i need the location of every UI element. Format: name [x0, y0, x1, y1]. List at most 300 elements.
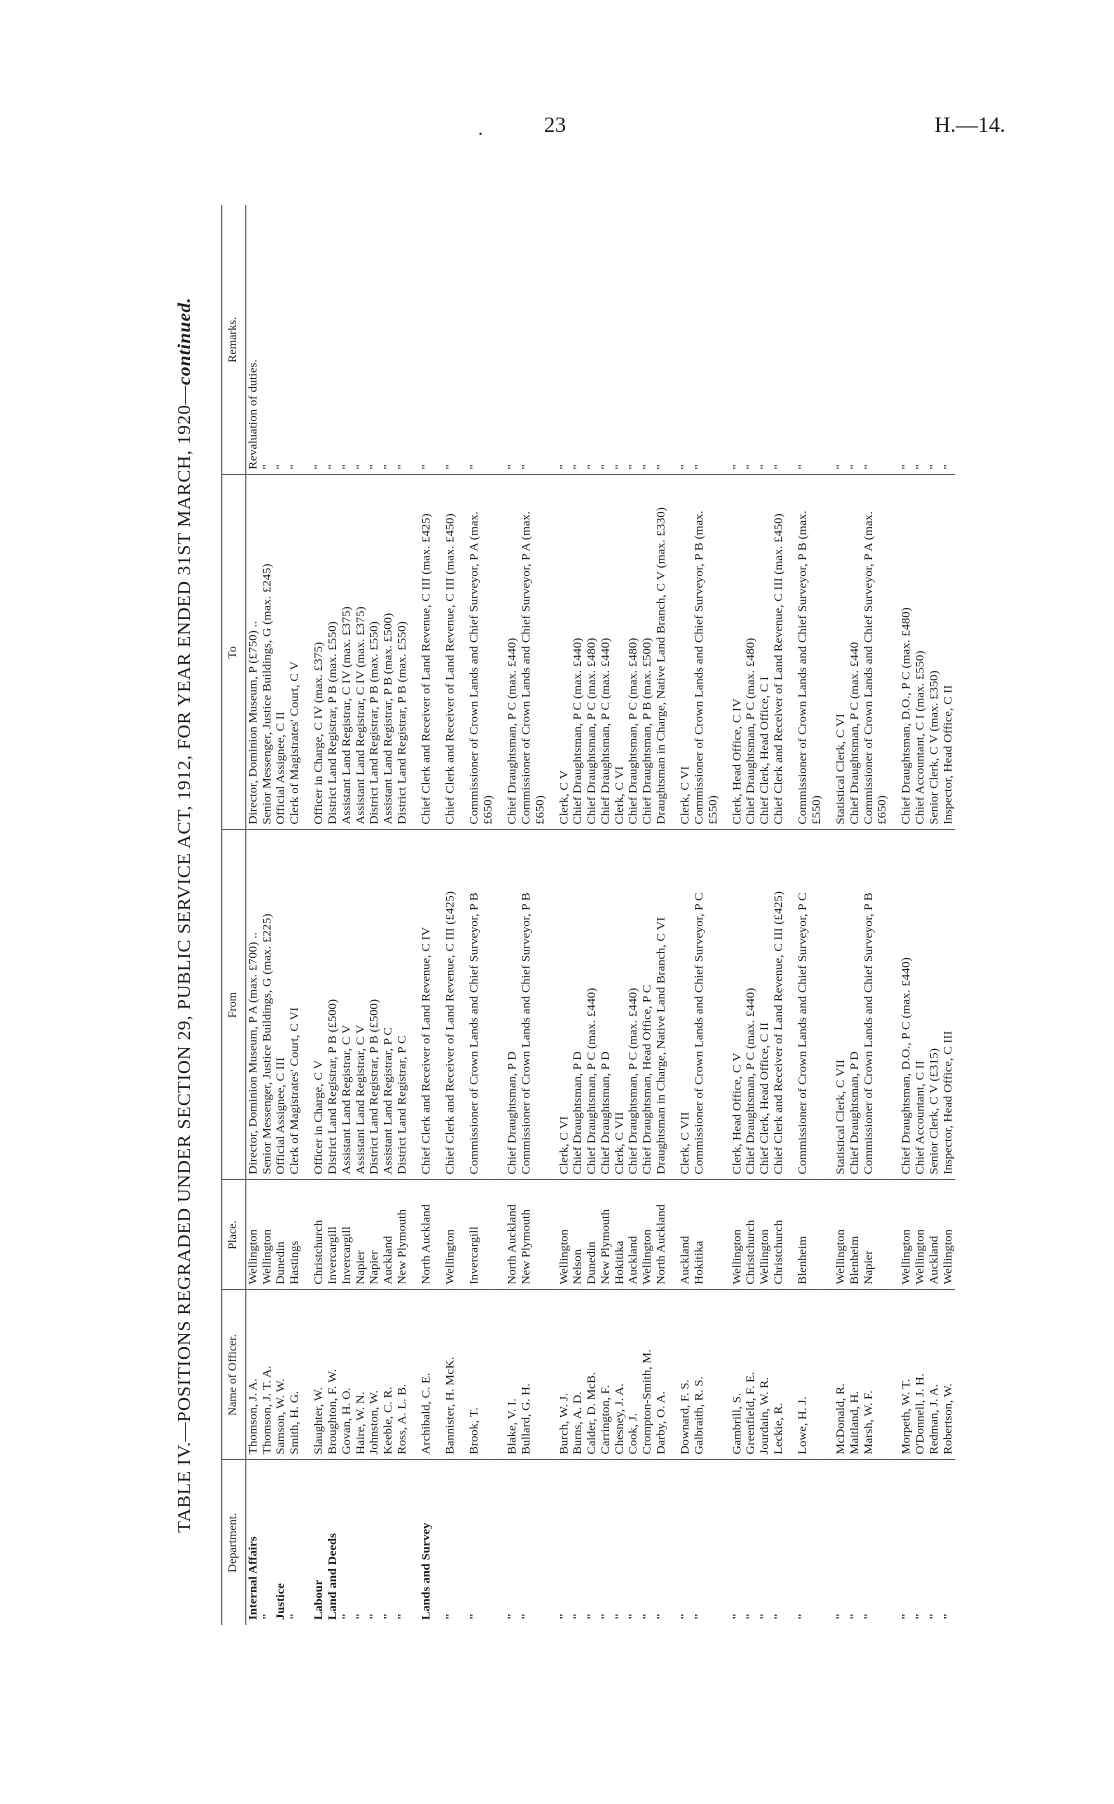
table-row	[367, 205, 381, 1625]
from-grade-cell: Clerk, C VII	[613, 830, 627, 1180]
spacer-cell	[668, 475, 678, 830]
officer-name-cell: Broughton, F. W.	[326, 1290, 340, 1460]
table-row	[246, 205, 260, 1625]
to-grade-cell: Chief Draughtsman, P C (max. £480)	[744, 475, 758, 830]
row-spacer	[495, 205, 505, 1625]
place-cell: Wellington	[900, 1180, 914, 1290]
from-grade-cell: Commissioner of Crown Lands and Chief Surveyor, P B	[467, 830, 495, 1180]
remarks-cell: "	[367, 205, 381, 475]
department-cell: "	[367, 1613, 381, 1620]
table-row	[326, 205, 340, 1625]
to-grade-cell: Chief Draughtsman, D.O., P C (max. £480)	[900, 475, 914, 830]
remarks-cell: "	[927, 205, 941, 475]
table-row	[467, 205, 495, 1625]
department-cell: "	[287, 1613, 301, 1620]
spacer-cell	[889, 830, 899, 1180]
spacer-cell	[457, 1180, 467, 1290]
from-grade-cell: Chief Clerk, Head Office, C II	[758, 830, 772, 1180]
spacer-cell	[547, 830, 557, 1180]
to-grade-cell: Clerk, C V	[557, 475, 571, 830]
from-grade-cell: Inspector, Head Office, C III	[941, 830, 955, 1180]
remarks-cell: "	[395, 205, 409, 475]
remarks-cell: "	[312, 205, 326, 475]
table-row	[274, 205, 288, 1625]
table-row	[848, 205, 862, 1625]
spacer-cell	[302, 1180, 312, 1290]
remarks-cell: "	[419, 205, 433, 475]
department-cell: "	[505, 1613, 519, 1620]
spacer-cell	[824, 475, 834, 830]
department-cell: Labour	[311, 1579, 325, 1620]
row-spacer	[433, 205, 443, 1625]
spacer-cell	[409, 1290, 419, 1460]
table-row	[862, 205, 890, 1625]
to-grade-cell: Clerk of Magistrates' Court, C V	[288, 475, 302, 830]
department-cell: "	[730, 1613, 744, 1620]
place-cell: North Auckland	[505, 1180, 519, 1290]
department-cell: "	[847, 1613, 861, 1620]
from-grade-cell: Commissioner of Crown Lands and Chief Surveyor, P C	[692, 830, 720, 1180]
from-grade-cell: Commissioner of Crown Lands and Chief Surveyor, P C	[796, 830, 824, 1180]
table-row	[941, 205, 955, 1625]
remarks-cell: "	[900, 205, 914, 475]
from-grade-cell: Chief Draughtsman, Head Office, P C	[640, 830, 654, 1180]
spacer-cell	[668, 205, 678, 475]
spacer-cell	[547, 1290, 557, 1460]
spacer-cell	[409, 205, 419, 475]
table-row	[505, 205, 519, 1625]
remarks-cell: "	[796, 205, 824, 475]
to-grade-cell: District Land Registrar, P B (max. £550)	[367, 475, 381, 830]
row-spacer	[786, 205, 796, 1625]
from-grade-cell: Director, Dominion Museum, P A (max. £700) ..	[246, 830, 260, 1180]
officer-name-cell: Morpeth, W. T.	[900, 1290, 914, 1460]
department-cell: "	[640, 1613, 654, 1620]
spacer-cell	[302, 475, 312, 830]
to-grade-cell: Chief Draughtsman, P C (max. £480)	[585, 475, 599, 830]
row-spacer	[547, 205, 557, 1625]
officer-name-cell: Bannister, H. McK.	[443, 1290, 457, 1460]
to-grade-cell: Chief Clerk, Head Office, C I	[758, 475, 772, 830]
spacer-cell	[720, 475, 730, 830]
to-grade-cell: Chief Clerk and Receiver of Land Revenue, C III (max. £450)	[772, 475, 786, 830]
row-spacer	[889, 205, 899, 1625]
officer-name-cell: Calder, D. McB.	[585, 1290, 599, 1460]
table-row	[692, 205, 720, 1625]
to-grade-cell: Chief Clerk and Receiver of Land Revenue, C III (max. £425)	[419, 475, 433, 830]
regrading-table	[221, 205, 955, 1625]
spacer-cell	[433, 475, 443, 830]
officer-name-cell: Lowe, H. J.	[796, 1290, 824, 1460]
spacer-cell	[824, 1180, 834, 1290]
remarks-cell: "	[505, 205, 519, 475]
to-grade-cell: Draughtsman in Charge, Native Land Branch, C V (max. £330)	[654, 475, 668, 830]
to-grade-cell: Commissioner of Crown Lands and Chief Surveyor, P A (max. £650)	[519, 475, 547, 830]
table-row	[654, 205, 668, 1625]
remarks-cell: "	[571, 205, 585, 475]
spacer-cell	[824, 830, 834, 1180]
from-grade-cell: Chief Draughtsman, P C (max. £440)	[744, 830, 758, 1180]
table-row	[443, 205, 457, 1625]
from-grade-cell: Chief Clerk and Receiver of Land Revenue, C III (£425)	[772, 830, 786, 1180]
table-row	[557, 205, 571, 1625]
place-cell: Napier	[862, 1180, 890, 1290]
officer-name-cell: Robertson, W.	[941, 1290, 955, 1460]
spacer-cell	[889, 1180, 899, 1290]
to-grade-cell: Senior Clerk, C V (max. £350)	[927, 475, 941, 830]
from-grade-cell: Chief Draughtsman, P D	[599, 830, 613, 1180]
spacer-cell	[547, 205, 557, 475]
officer-name-cell: Burns, A. D.	[571, 1290, 585, 1460]
page-number: 23	[544, 112, 566, 137]
caption-continued: continued.	[175, 297, 195, 386]
to-grade-cell: Senior Messenger, Justice Buildings, G (max. £245)	[260, 475, 274, 830]
table-row	[312, 205, 326, 1625]
spacer-cell	[433, 1290, 443, 1460]
remarks-cell: "	[354, 205, 368, 475]
to-grade-cell: Chief Accountant, C I (max. £550)	[913, 475, 927, 830]
from-grade-cell: Clerk, Head Office, C V	[730, 830, 744, 1180]
to-grade-cell: District Land Registrar, P B (max. £550)	[395, 475, 409, 830]
department-cell: "	[744, 1613, 758, 1620]
table-row	[730, 205, 744, 1625]
spacer-cell	[409, 475, 419, 830]
place-cell: Wellington	[834, 1180, 848, 1290]
table-row	[519, 205, 547, 1625]
department-cell: "	[692, 1613, 706, 1620]
to-grade-cell: Chief Draughtsman, P C (max. £480)	[627, 475, 641, 830]
table-body	[246, 205, 955, 1625]
place-cell: Auckland	[678, 1180, 692, 1290]
from-grade-cell: Senior Messenger, Justice Buildings, G (max. £225)	[260, 830, 274, 1180]
spacer-cell	[720, 205, 730, 475]
from-grade-cell: Commissioner of Crown Lands and Chief Surveyor, P B	[862, 830, 890, 1180]
officer-name-cell: Darby, O. A.	[654, 1290, 668, 1460]
from-grade-cell: Official Assignee, C III	[274, 830, 288, 1180]
spacer-cell	[668, 1460, 678, 1625]
department-cell: "	[395, 1613, 409, 1620]
rotated-table-block	[175, 205, 955, 1625]
from-grade-cell: Clerk, C VI	[557, 830, 571, 1180]
table-row	[585, 205, 599, 1625]
page-reference: H.—14.	[934, 112, 1006, 137]
remarks-cell: "	[443, 205, 457, 475]
department-cell: "	[381, 1613, 395, 1620]
department-cell: "	[678, 1613, 692, 1620]
place-cell: Auckland	[627, 1180, 641, 1290]
spacer-cell	[457, 475, 467, 830]
place-cell: Dunedin	[585, 1180, 599, 1290]
officer-name-cell: Downard, F. S.	[678, 1290, 692, 1460]
remarks-cell: "	[848, 205, 862, 475]
department-cell: "	[584, 1613, 598, 1620]
to-grade-cell: Assistant Land Registrar, P B (max. £500)	[381, 475, 395, 830]
from-grade-cell: Chief Draughtsman, P D	[571, 830, 585, 1180]
department-cell: "	[913, 1613, 927, 1620]
department-cell: "	[571, 1613, 584, 1620]
table-row	[744, 205, 758, 1625]
spacer-cell	[720, 1460, 730, 1625]
to-grade-cell: Chief Draughtsman, P C (max. £440	[848, 475, 862, 830]
table-header-row	[222, 205, 246, 1625]
to-grade-cell: Clerk, C VI	[678, 475, 692, 830]
spacer-cell	[409, 1180, 419, 1290]
place-cell: North Auckland	[654, 1180, 668, 1290]
table-caption	[175, 205, 212, 1625]
remarks-cell: "	[772, 205, 786, 475]
spacer-cell	[720, 830, 730, 1180]
row-spacer	[457, 205, 467, 1625]
spacer-cell	[302, 830, 312, 1180]
department-cell: "	[795, 1613, 809, 1620]
place-cell: Dunedin	[274, 1180, 288, 1290]
place-cell: Wellington	[913, 1180, 927, 1290]
row-spacer	[302, 205, 312, 1625]
from-grade-cell: Clerk of Magistrates' Court, C VI	[288, 830, 302, 1180]
remarks-cell: "	[941, 205, 955, 475]
officer-name-cell: Cook, J.	[627, 1290, 641, 1460]
officer-name-cell: Govan, H. O.	[340, 1290, 354, 1460]
remarks-cell: Revaluation of duties.	[246, 205, 260, 475]
to-grade-cell: Chief Draughtsman, P C (max. £440)	[571, 475, 585, 830]
officer-name-cell: Archibald, C. E.	[419, 1290, 433, 1460]
table-row	[834, 205, 848, 1625]
row-spacer	[720, 205, 730, 1625]
to-grade-cell: Assistant Land Registrar, C IV (max. £375)	[354, 475, 368, 830]
remarks-cell: "	[862, 205, 890, 475]
caption-main: TABLE IV.—POSITIONS REGRADED UNDER SECTION 29, PUBLIC SERVICE ACT, 1912, FOR YEAR ENDED 31ST MARCH, 1920—	[175, 385, 195, 1533]
spacer-cell	[495, 475, 505, 830]
to-grade-cell: Clerk, C VI	[613, 475, 627, 830]
department-cell: "	[339, 1613, 353, 1620]
remarks-cell: "	[467, 205, 495, 475]
officer-name-cell: Smith, H. G.	[288, 1290, 302, 1460]
to-grade-cell: Commissioner of Crown Lands and Chief Surveyor, P A (max. £650)	[862, 475, 890, 830]
spacer-cell	[547, 1460, 557, 1625]
officer-name-cell: Brook, T.	[467, 1290, 495, 1460]
from-grade-cell: Chief Clerk and Receiver of Land Revenue, C III (£425)	[443, 830, 457, 1180]
row-spacer	[409, 205, 419, 1625]
department-cell: "	[626, 1613, 640, 1620]
spacer-cell	[824, 1460, 834, 1625]
place-cell: Napier	[354, 1180, 368, 1290]
remarks-cell: "	[913, 205, 927, 475]
spacer-cell	[302, 205, 312, 475]
remarks-cell: "	[678, 205, 692, 475]
remarks-cell: "	[274, 205, 288, 475]
to-grade-cell: Statistical Clerk, C VI	[834, 475, 848, 830]
from-grade-cell: Chief Clerk and Receiver of Land Revenue, C IV	[419, 830, 433, 1180]
place-cell: Wellington	[941, 1180, 955, 1290]
table-row	[599, 205, 613, 1625]
row-spacer	[824, 205, 834, 1625]
place-cell: Christchurch	[312, 1180, 326, 1290]
remarks-cell: "	[260, 205, 274, 475]
place-cell: Hokitika	[613, 1180, 627, 1290]
table-row	[913, 205, 927, 1625]
from-grade-cell: Assistant Land Registrar, C V	[340, 830, 354, 1180]
officer-name-cell: Marsh, W. F.	[862, 1290, 890, 1460]
remarks-cell: "	[834, 205, 848, 475]
table-row	[627, 205, 641, 1625]
department-cell: "	[654, 1613, 668, 1620]
spacer-cell	[720, 1180, 730, 1290]
place-cell: Wellington	[730, 1180, 744, 1290]
department-cell: "	[467, 1613, 481, 1620]
from-grade-cell: Chief Accountant, C II	[913, 830, 927, 1180]
place-cell: Blenheim	[848, 1180, 862, 1290]
spacer-cell	[457, 1460, 467, 1625]
place-cell: Auckland	[927, 1180, 941, 1290]
officer-name-cell: Carrington, F.	[599, 1290, 613, 1460]
department-cell: "	[353, 1613, 367, 1620]
place-cell: Auckland	[381, 1180, 395, 1290]
table-row	[288, 205, 302, 1625]
table-row	[260, 205, 274, 1625]
spacer-cell	[495, 1290, 505, 1460]
table-row	[678, 205, 692, 1625]
department-cell: "	[757, 1613, 771, 1620]
department-cell: "	[598, 1613, 612, 1620]
to-grade-cell: District Land Registrar, P B (max. £550)	[326, 475, 340, 830]
from-grade-cell: Chief Draughtsman, D.O., P C (max. £440)	[900, 830, 914, 1180]
spacer-cell	[433, 205, 443, 475]
to-grade-cell: Assistant Land Registrar, C IV (max. £375)	[340, 475, 354, 830]
spacer-cell	[824, 205, 834, 475]
column-header: Name of Officer.	[222, 1290, 246, 1460]
department-cell: Justice	[274, 1583, 287, 1620]
department-cell: Land and Deeds	[325, 1533, 339, 1620]
spacer-cell	[889, 1290, 899, 1460]
table-row	[772, 205, 786, 1625]
place-cell: Invercargill	[340, 1180, 354, 1290]
table-row	[381, 205, 395, 1625]
place-cell: Wellington	[443, 1180, 457, 1290]
spacer-cell	[547, 475, 557, 830]
department-cell: Internal Affairs	[246, 1536, 260, 1620]
from-grade-cell: Commissioner of Crown Lands and Chief Surveyor, P B	[519, 830, 547, 1180]
spacer-cell	[889, 1460, 899, 1625]
to-grade-cell: Official Assignee, C II	[274, 475, 288, 830]
to-grade-cell: Director, Dominion Museum, P (£750) ..	[246, 475, 260, 830]
to-grade-cell: Chief Clerk and Receiver of Land Revenue, C III (max. £450)	[443, 475, 457, 830]
department-cell: "	[443, 1613, 457, 1620]
column-header: Place.	[222, 1180, 246, 1290]
spacer-cell	[786, 1460, 796, 1625]
officer-name-cell: Keeble, C. R.	[381, 1290, 395, 1460]
place-cell: North Auckland	[419, 1180, 433, 1290]
remarks-cell: "	[654, 205, 668, 475]
remarks-cell: "	[640, 205, 654, 475]
remarks-cell: "	[557, 205, 571, 475]
remarks-cell: "	[744, 205, 758, 475]
column-header: Remarks.	[222, 205, 246, 475]
spacer-cell	[786, 1180, 796, 1290]
to-grade-cell: Commissioner of Crown Lands and Chief Surveyor, P B (max. £550)	[692, 475, 720, 830]
remarks-cell: "	[758, 205, 772, 475]
spacer-cell	[457, 830, 467, 1180]
spacer-cell	[668, 1290, 678, 1460]
place-cell: Invercargill	[467, 1180, 495, 1290]
from-grade-cell: Statistical Clerk, C VII	[834, 830, 848, 1180]
officer-name-cell: Samson, W. W.	[274, 1290, 288, 1460]
department-cell: "	[260, 1613, 274, 1620]
spacer-cell	[786, 830, 796, 1180]
to-grade-cell: Chief Draughtsman, P C (max. £440)	[599, 475, 613, 830]
table-row	[927, 205, 941, 1625]
officer-name-cell: Leckie, R.	[772, 1290, 786, 1460]
place-cell: New Plymouth	[519, 1180, 547, 1290]
table-row	[900, 205, 914, 1625]
spacer-cell	[786, 475, 796, 830]
from-grade-cell: Assistant Land Registrar, C V	[354, 830, 368, 1180]
table-row	[354, 205, 368, 1625]
to-grade-cell: Commissioner of Crown Lands and Chief Surveyor, P B (max. £550)	[796, 475, 824, 830]
officer-name-cell: Maitland, H.	[848, 1290, 862, 1460]
department-cell: "	[861, 1613, 875, 1620]
spacer-cell	[433, 1460, 443, 1625]
spacer-cell	[668, 830, 678, 1180]
place-cell: New Plymouth	[599, 1180, 613, 1290]
department-cell: "	[833, 1613, 847, 1620]
place-cell: Napier	[367, 1180, 381, 1290]
spacer-cell	[302, 1460, 312, 1625]
remarks-cell: "	[326, 205, 340, 475]
place-cell: Hokitika	[692, 1180, 720, 1290]
remarks-cell: "	[288, 205, 302, 475]
officer-name-cell: Burch, W. J.	[557, 1290, 571, 1460]
remarks-cell: "	[381, 205, 395, 475]
table-row	[796, 205, 824, 1625]
spacer-cell	[457, 1290, 467, 1460]
officer-name-cell: O'Donnell, J. H.	[913, 1290, 927, 1460]
officer-name-cell: Galbraith, R. S.	[692, 1290, 720, 1460]
remarks-cell: "	[730, 205, 744, 475]
table-row	[758, 205, 772, 1625]
to-grade-cell: Chief Draughtsman, P B (max. £500)	[640, 475, 654, 830]
place-cell: Blenheim	[796, 1180, 824, 1290]
spacer-cell	[302, 1290, 312, 1460]
spacer-cell	[457, 205, 467, 475]
spacer-cell	[547, 1180, 557, 1290]
from-grade-cell: Chief Draughtsman, P D	[505, 830, 519, 1180]
to-grade-cell: Clerk, Head Office, C IV	[730, 475, 744, 830]
department-cell: "	[612, 1613, 626, 1620]
from-grade-cell: District Land Registrar, P B (£500)	[367, 830, 381, 1180]
place-cell: Wellington	[758, 1180, 772, 1290]
officer-name-cell: Ross, A. L. B.	[395, 1290, 409, 1460]
officer-name-cell: Slaughter, W.	[312, 1290, 326, 1460]
department-cell: "	[557, 1613, 571, 1620]
spacer-cell	[409, 1460, 419, 1625]
from-grade-cell: Officer in Charge, C V	[312, 830, 326, 1180]
column-header: To	[222, 475, 246, 830]
remarks-cell: "	[340, 205, 354, 475]
officer-name-cell: Johnston, W.	[367, 1290, 381, 1460]
to-grade-cell: Inspector, Head Office, C II	[941, 475, 955, 830]
place-cell: Wellington	[557, 1180, 571, 1290]
from-grade-cell: Chief Draughtsman, P D	[848, 830, 862, 1180]
spacer-cell	[786, 205, 796, 475]
to-grade-cell: Commissioner of Crown Lands and Chief Surveyor, P A (max. £650)	[467, 475, 495, 830]
table-row	[640, 205, 654, 1625]
spacer-cell	[889, 475, 899, 830]
place-cell: Wellington	[260, 1180, 274, 1290]
department-cell: "	[899, 1613, 913, 1620]
spacer-cell	[786, 1290, 796, 1460]
spacer-cell	[433, 1180, 443, 1290]
place-cell: New Plymouth	[395, 1180, 409, 1290]
